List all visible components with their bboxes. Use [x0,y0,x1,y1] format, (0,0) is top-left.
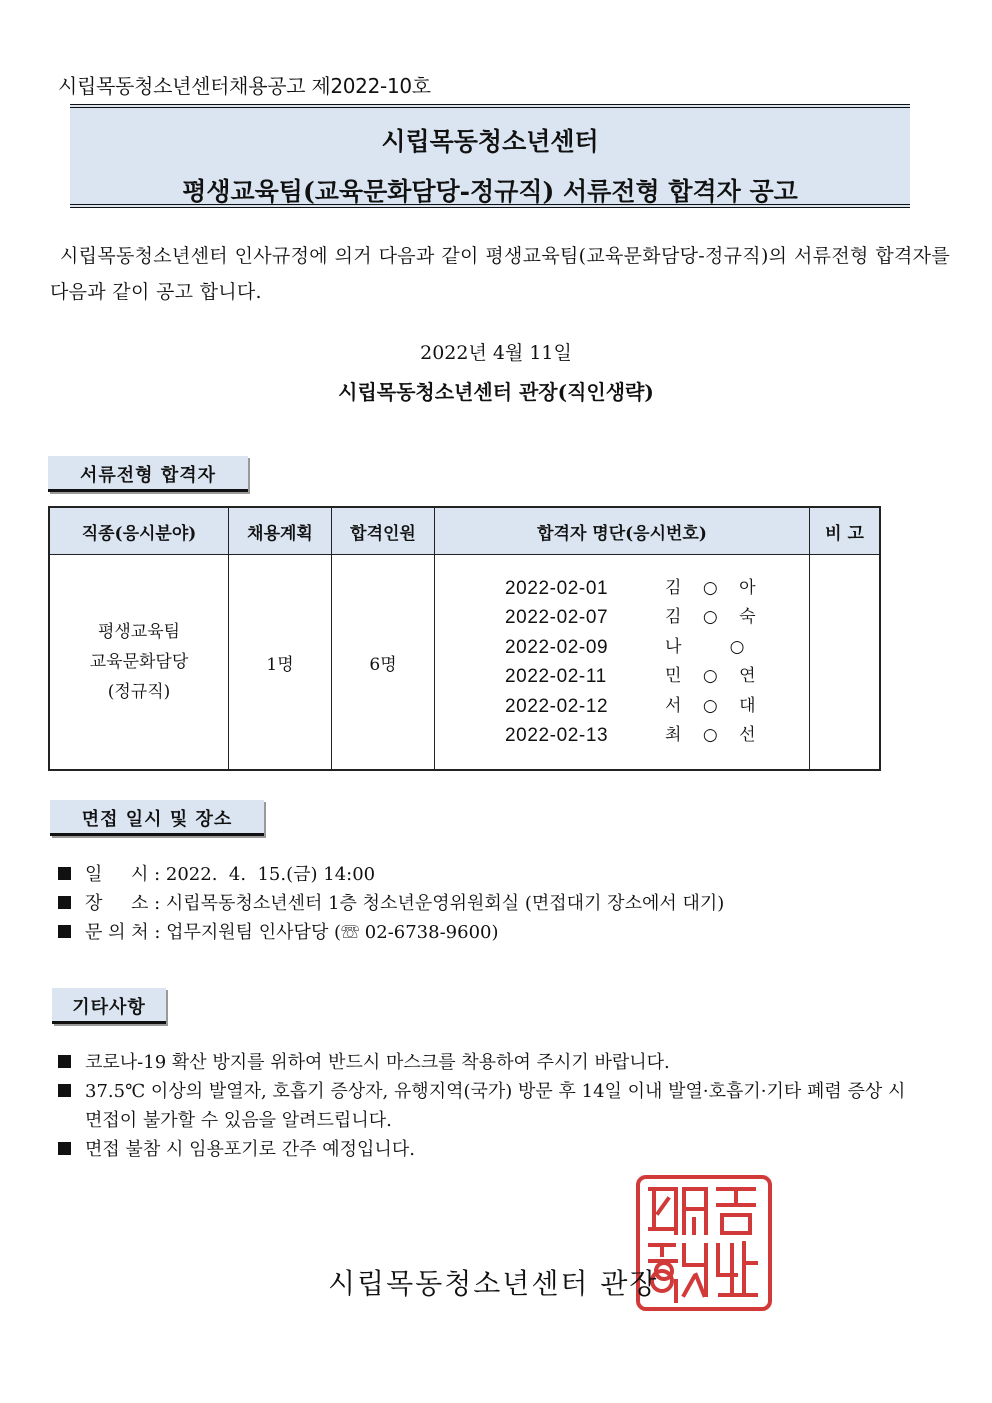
category-line: (정규직) [107,682,171,702]
title-box [70,104,910,208]
list-item [505,721,808,751]
contact-info: 문 의 처 : 업무지원팀 인사담당 (☏ 02-6738-9600) [85,922,499,943]
seal-graphic [640,1179,768,1307]
list-item [505,603,808,633]
list-item [505,574,808,604]
signature: 시립목동청소년센터 관장 [328,1267,659,1300]
issuer: 시립목동청소년센터 관장(직인생략) [338,380,654,404]
list-item [58,889,938,918]
applicant-number: 2022-02-11 [505,666,607,687]
bullet-square-icon [58,925,71,938]
plan-cell: 1명 [229,555,332,771]
applicant-name: 민 ○ 연 [665,666,764,686]
applicant-number: 2022-02-09 [505,636,609,658]
applicant-number: 2022-02-12 [505,695,609,717]
list-item [58,860,938,889]
applicant-number: 2022-02-01 [505,577,609,599]
bullet-square-icon [58,1084,71,1097]
list-item [58,1077,918,1135]
passed-cell: 6명 [332,555,435,771]
table-row [49,555,880,771]
notes-list [58,1048,918,1164]
notice-number: 시립목동청소년센터채용공고 제2022-10호 [58,74,431,98]
bullet-square-icon [58,896,71,909]
table-header-row [49,507,880,555]
interview-location: 장 소 : 시립목동청소년센터 1층 청소년운영위원회실 (면접대기 장소에서 대기) [85,893,725,914]
applicant-name: 나 ○ [665,636,753,657]
title-line-1: 시립목동청소년센터 [381,127,599,156]
applicant-name: 최 ○ 선 [665,725,764,745]
applicant-name: 김 ○ 숙 [665,607,764,627]
section-label-etc: 기타사항 [52,988,166,1024]
applicant-name: 김 ○ 아 [665,577,764,598]
intro-paragraph: 시립목동청소년센터 인사규정에 의거 다음과 같이 평생교육팀(교육문화담당-정규직)의 서류전형 합격자를 다음과 같이 공고 합니다. [50,245,950,303]
bullet-square-icon [58,1055,71,1068]
list-item [58,1135,918,1164]
note-text: 코로나-19 확산 방지를 위하여 반드시 마스크를 착용하여 주시기 바랍니다. [85,1052,670,1073]
header-applicants: 합격자 명단(응시번호) [435,507,810,555]
list-item [58,1048,918,1077]
title-line-2: 평생교육팀(교육문화담당-정규직) 서류전형 합격자 공고 [182,177,798,206]
remark-cell [810,555,881,771]
applicant-number: 2022-02-07 [505,607,609,628]
section-label-passed: 서류전형 합격자 [48,456,248,492]
note-text: 면접 불참 시 임용포기로 간주 예정입니다. [85,1139,415,1160]
header-passed: 합격인원 [332,507,435,555]
list-item [505,692,808,722]
note-text: 37.5℃ 이상의 발열자, 호흡기 증상자, 유행지역(국가) 방문 후 14일 이내 발열·호흡기·기타 폐렴 증상 시 면접이 불가할 수 있음을 알려드립니다. [85,1081,906,1131]
header-category: 직종(응시분야) [49,507,229,555]
category-line: 교육문화담당 [89,652,189,672]
announcement-date: 2022년 4월 11일 [420,342,572,364]
category-line: 평생교육팀 [97,622,181,642]
header-plan: 채용계획 [229,507,332,555]
category-cell [49,555,229,771]
bullet-square-icon [58,867,71,880]
section-label-interview: 면접 일시 및 장소 [50,800,264,836]
applicant-name: 서 ○ 대 [665,695,764,716]
header-remark: 비 고 [810,507,881,555]
results-table [48,506,881,771]
list-item [505,633,808,663]
list-item [58,918,938,947]
interview-datetime: 일 시 : 2022. 4. 15.(금) 14:00 [85,864,376,885]
bullet-square-icon [58,1142,71,1155]
list-item [505,662,808,692]
applicants-cell [435,555,810,771]
interview-info-list [58,860,938,947]
applicant-number: 2022-02-13 [505,725,609,746]
